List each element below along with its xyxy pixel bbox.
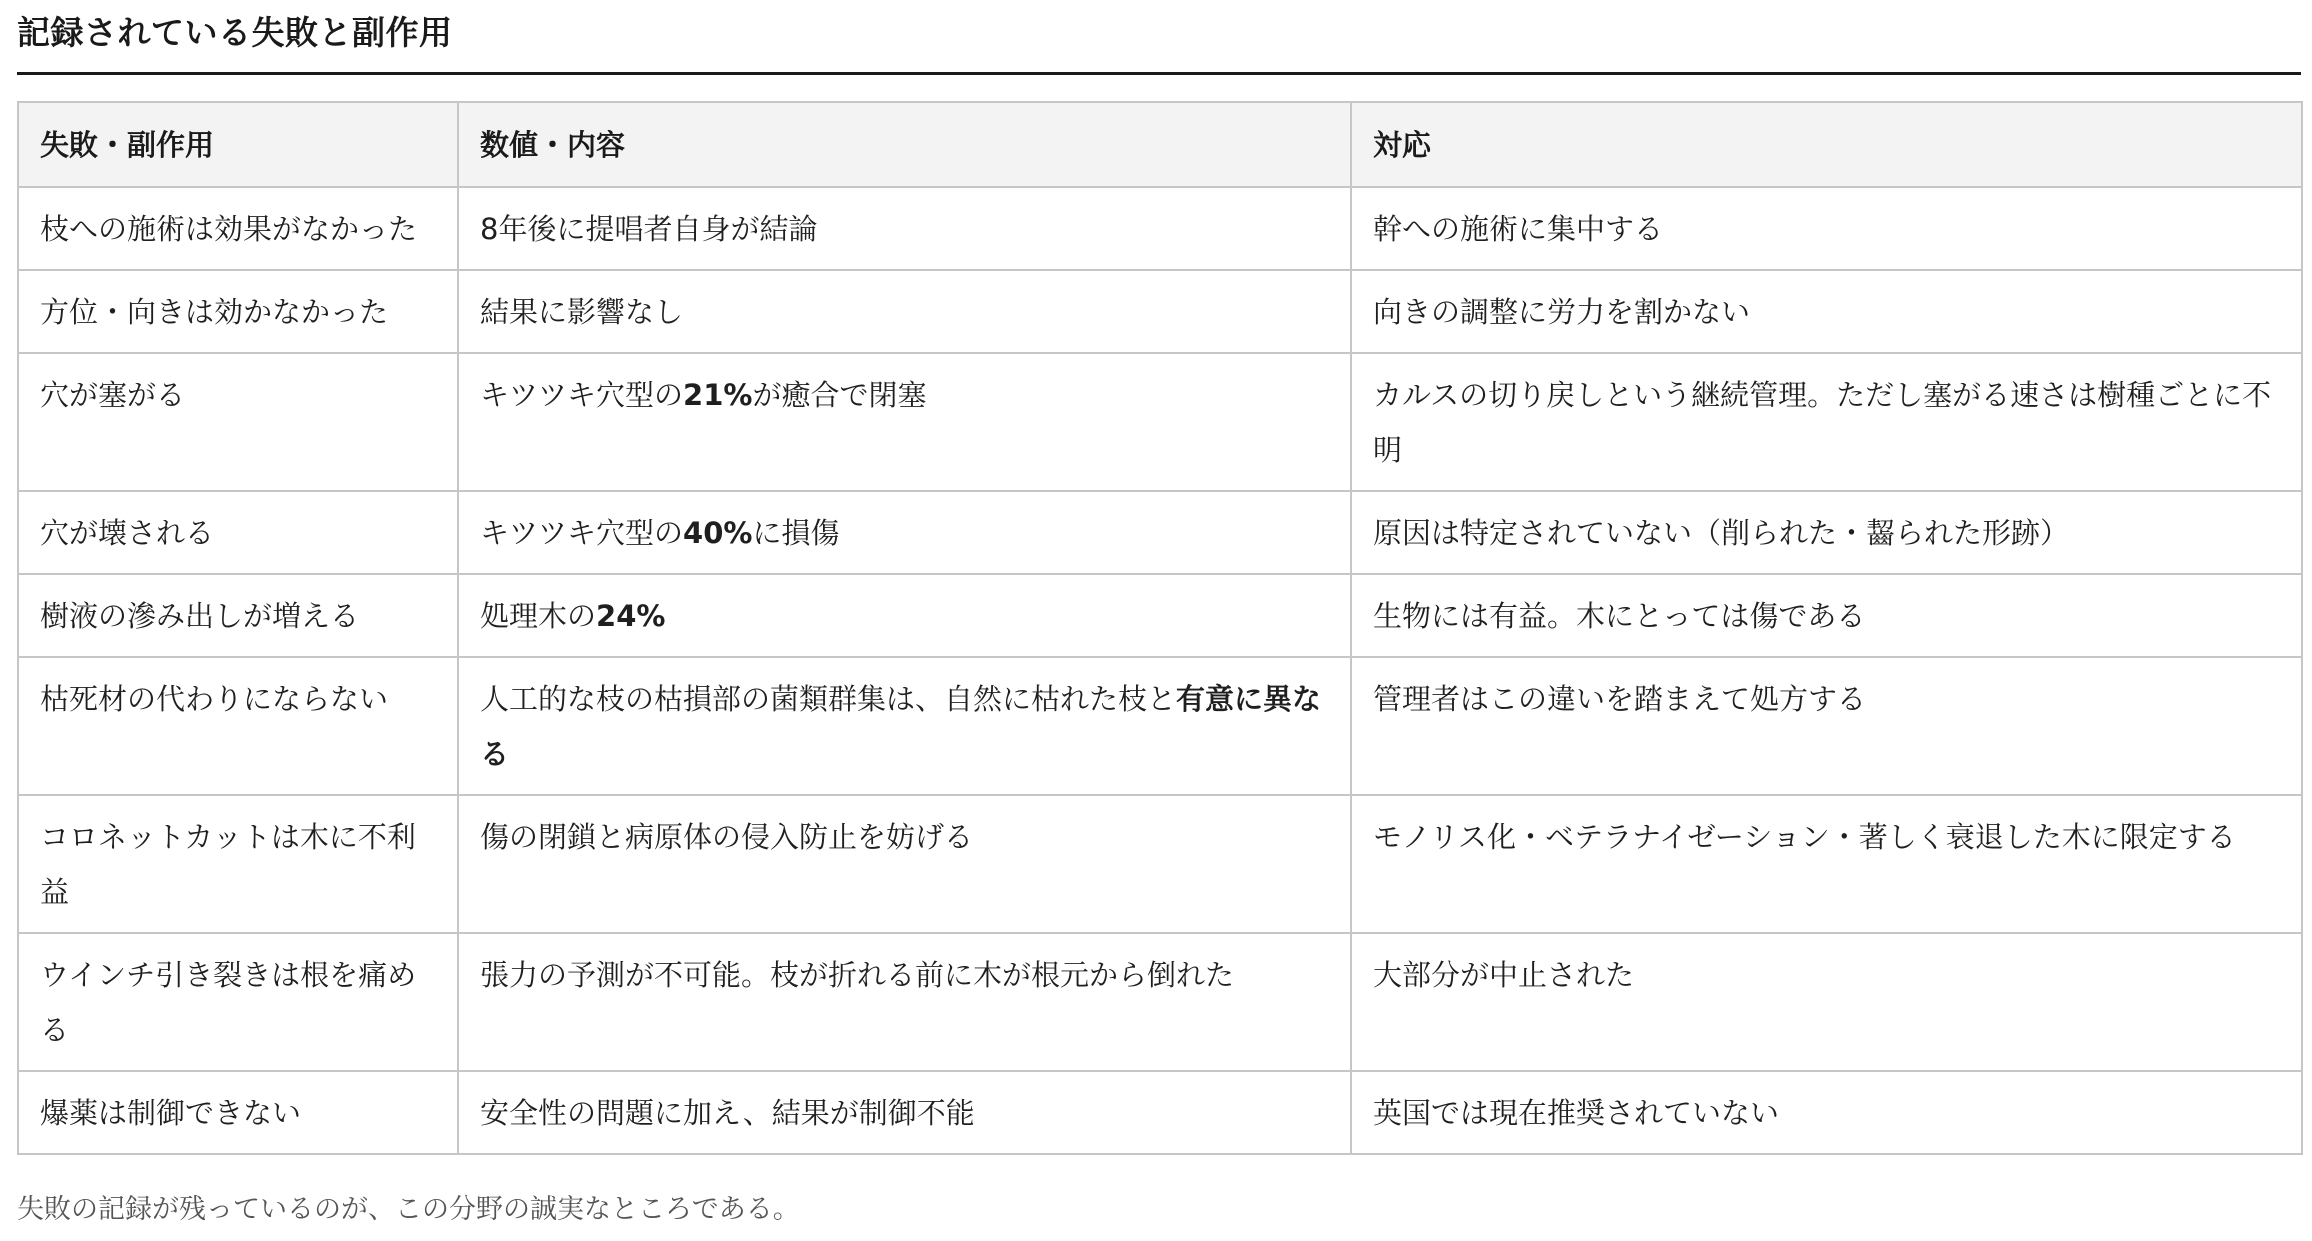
table-row bbox=[18, 657, 2302, 795]
detail-text: 処理木の bbox=[480, 599, 597, 633]
detail-emphasis: 40% bbox=[683, 516, 753, 550]
detail-text: キツツキ穴型の bbox=[480, 516, 684, 550]
table-row bbox=[18, 795, 2302, 933]
detail-cell bbox=[458, 1071, 1351, 1154]
table-row bbox=[18, 933, 2302, 1071]
section-heading: 記録されている失敗と副作用 bbox=[17, 13, 453, 52]
response-cell: モノリス化・ベテラナイゼーション・著しく衰退した木に限定する bbox=[1351, 795, 2302, 933]
table-row bbox=[18, 1071, 2302, 1154]
detail-cell bbox=[458, 353, 1351, 491]
table-row bbox=[18, 353, 2302, 491]
detail-cell bbox=[458, 933, 1351, 1071]
failure-cell: ウインチ引き裂きは根を痛める bbox=[18, 933, 458, 1071]
response-cell: 管理者はこの違いを踏まえて処方する bbox=[1351, 657, 2302, 795]
response-cell: 向きの調整に労力を割かない bbox=[1351, 270, 2302, 353]
failures-table bbox=[17, 101, 2303, 1155]
column-header-detail: 数値・内容 bbox=[458, 102, 1351, 187]
failure-cell: 爆薬は制御できない bbox=[18, 1071, 458, 1154]
table-row bbox=[18, 491, 2302, 574]
detail-text: 8年後に提唱者自身が結論 bbox=[480, 212, 818, 246]
closing-note: 失敗の記録が残っているのが、この分野の誠実なところである。 bbox=[17, 1194, 800, 1225]
detail-cell bbox=[458, 795, 1351, 933]
detail-cell bbox=[458, 657, 1351, 795]
failure-cell: 枝への施術は効果がなかった bbox=[18, 187, 458, 270]
response-cell: 生物には有益。木にとっては傷である bbox=[1351, 574, 2302, 657]
detail-cell bbox=[458, 187, 1351, 270]
detail-text: 張力の予測が不可能。枝が折れる前に木が根元から倒れた bbox=[480, 958, 1235, 992]
table-row bbox=[18, 574, 2302, 657]
response-cell: カルスの切り戻しという継続管理。ただし塞がる速さは樹種ごとに不明 bbox=[1351, 353, 2302, 491]
failure-cell: 穴が塞がる bbox=[18, 353, 458, 491]
response-cell: 大部分が中止された bbox=[1351, 933, 2302, 1071]
detail-text: が癒合で閉塞 bbox=[752, 378, 927, 412]
column-header-failure: 失敗・副作用 bbox=[18, 102, 458, 187]
response-cell: 原因は特定されていない（削られた・齧られた形跡） bbox=[1351, 491, 2302, 574]
detail-emphasis: 21% bbox=[683, 378, 753, 412]
detail-text: に損傷 bbox=[752, 516, 840, 550]
column-header-response: 対応 bbox=[1351, 102, 2302, 187]
heading-divider bbox=[17, 72, 2301, 75]
table-header-row bbox=[18, 102, 2302, 187]
detail-emphasis: 24% bbox=[596, 599, 666, 633]
failure-cell: 樹液の滲み出しが増える bbox=[18, 574, 458, 657]
failure-cell: コロネットカットは木に不利益 bbox=[18, 795, 458, 933]
detail-cell bbox=[458, 574, 1351, 657]
failure-cell: 枯死材の代わりにならない bbox=[18, 657, 458, 795]
detail-text: 結果に影響なし bbox=[480, 295, 684, 329]
detail-cell bbox=[458, 491, 1351, 574]
detail-text: 傷の閉鎖と病原体の侵入防止を妨げる bbox=[480, 820, 974, 854]
table-row bbox=[18, 187, 2302, 270]
detail-text: 安全性の問題に加え、結果が制御不能 bbox=[480, 1096, 975, 1130]
failure-cell: 方位・向きは効かなかった bbox=[18, 270, 458, 353]
response-cell: 英国では現在推奨されていない bbox=[1351, 1071, 2302, 1154]
table-row bbox=[18, 270, 2302, 353]
response-cell: 幹への施術に集中する bbox=[1351, 187, 2302, 270]
detail-emphasis: 有意に異なる bbox=[480, 682, 1322, 771]
detail-text: 人工的な枝の枯損部の菌類群集は、自然に枯れた枝と bbox=[480, 682, 1177, 716]
detail-cell bbox=[458, 270, 1351, 353]
failure-cell: 穴が壊される bbox=[18, 491, 458, 574]
detail-text: キツツキ穴型の bbox=[480, 378, 684, 412]
